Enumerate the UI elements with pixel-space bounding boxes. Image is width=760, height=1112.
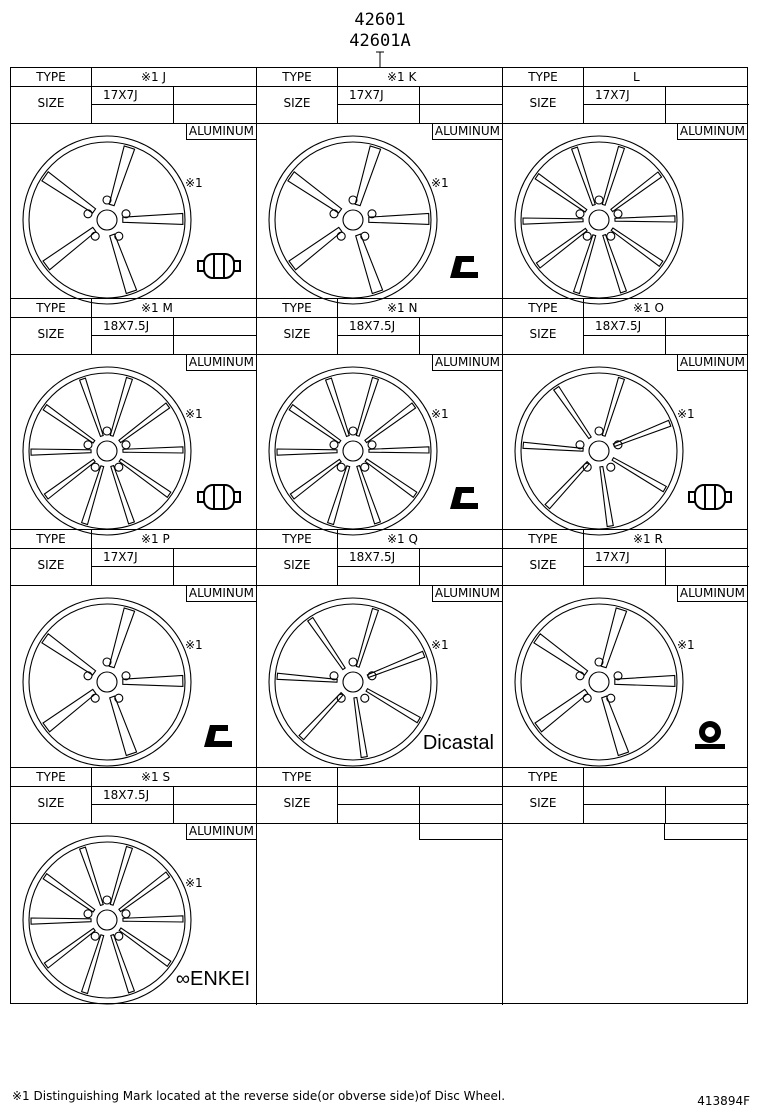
size-field-line	[583, 804, 749, 805]
size-value: 18X7.5J	[349, 319, 396, 333]
row-divider	[11, 86, 256, 87]
size-value: 18X7.5J	[103, 319, 150, 333]
wheel-cell	[11, 768, 257, 1005]
brand-mark-step-mark	[442, 479, 488, 515]
size-value: 17X7J	[103, 550, 138, 564]
size-field-divider	[173, 548, 174, 585]
reference-number: 413894F	[697, 1094, 750, 1108]
size-label: SIZE	[529, 558, 557, 572]
wheel-cell	[11, 68, 257, 299]
type-label: TYPE	[282, 532, 312, 546]
distinguishing-mark-label: ※1	[431, 407, 449, 421]
size-field-divider	[665, 317, 666, 354]
material-label: ALUMINUM	[186, 823, 256, 840]
wheel-cell	[257, 768, 503, 1005]
type-label: TYPE	[528, 70, 558, 84]
type-label: TYPE	[36, 770, 66, 784]
type-label: TYPE	[528, 770, 558, 784]
size-field-line	[91, 104, 257, 105]
col-divider	[337, 530, 338, 585]
size-label: SIZE	[37, 558, 65, 572]
type-value: ※1 R	[633, 532, 663, 546]
type-label: TYPE	[36, 70, 66, 84]
type-label: TYPE	[282, 770, 312, 784]
col-divider	[583, 768, 584, 823]
wheel-illustration	[263, 361, 443, 545]
wheel-cell	[257, 68, 503, 299]
part-number-2: 42601A	[349, 31, 411, 51]
wheel-cell	[11, 299, 257, 530]
wheel-cell	[11, 530, 257, 768]
size-label: SIZE	[283, 558, 311, 572]
row-divider	[11, 548, 256, 549]
size-label: SIZE	[283, 96, 311, 110]
type-label: TYPE	[282, 70, 312, 84]
wheel-table	[10, 67, 748, 1004]
size-field-line	[91, 335, 257, 336]
size-field-line	[337, 566, 503, 567]
distinguishing-mark-label: ※1	[431, 176, 449, 190]
size-label: SIZE	[529, 96, 557, 110]
col-divider	[583, 299, 584, 354]
leader-line	[0, 0, 760, 70]
distinguishing-mark-label: ※1	[185, 176, 203, 190]
type-label: TYPE	[528, 301, 558, 315]
distinguishing-mark-label: ※1	[185, 407, 203, 421]
size-field-line	[583, 104, 749, 105]
material-label: ALUMINUM	[432, 354, 502, 371]
size-label: SIZE	[283, 796, 311, 810]
brand-mark-step-mark	[442, 248, 488, 284]
wheel-illustration	[509, 361, 689, 545]
brand-mark-enkei: ∞ENKEI	[175, 968, 250, 990]
brand-mark-q-mark	[687, 717, 733, 753]
col-divider	[583, 530, 584, 585]
wheel-illustration	[17, 830, 197, 1014]
size-field-line	[337, 104, 503, 105]
row-divider	[257, 786, 502, 787]
type-value: ※1 K	[387, 70, 417, 84]
size-label: SIZE	[37, 327, 65, 341]
size-field-divider	[419, 548, 420, 585]
size-field-line	[583, 335, 749, 336]
wheel-illustration	[263, 592, 443, 776]
type-value: ※1 S	[141, 770, 171, 784]
size-value: 18X7.5J	[349, 550, 396, 564]
size-field-line	[337, 804, 503, 805]
col-divider	[583, 68, 584, 123]
size-field-divider	[173, 786, 174, 823]
row-divider	[503, 317, 747, 318]
col-divider	[91, 768, 92, 823]
type-label: TYPE	[528, 532, 558, 546]
size-value: 18X7.5J	[595, 319, 642, 333]
size-field-divider	[665, 786, 666, 823]
part-number-1: 42601	[354, 10, 406, 30]
row-divider	[503, 548, 747, 549]
col-divider	[337, 299, 338, 354]
material-label: ALUMINUM	[677, 354, 747, 371]
type-value: ※1 N	[387, 301, 418, 315]
material-label: ALUMINUM	[432, 123, 502, 140]
size-value: 17X7J	[103, 88, 138, 102]
size-label: SIZE	[283, 327, 311, 341]
size-value: 17X7J	[595, 88, 630, 102]
size-field-divider	[419, 317, 420, 354]
wheel-illustration	[17, 592, 197, 776]
wheel-illustration	[509, 592, 689, 776]
distinguishing-mark-label: ※1	[185, 638, 203, 652]
wheel-illustration	[509, 130, 689, 314]
size-field-line	[337, 335, 503, 336]
size-field-line	[91, 804, 257, 805]
material-label: ALUMINUM	[677, 585, 747, 602]
wheel-cell	[503, 299, 747, 530]
type-label: TYPE	[36, 532, 66, 546]
brand-mark-dicastal: Dicastal	[422, 732, 494, 754]
material-label	[419, 823, 502, 840]
wheel-cell	[503, 68, 747, 299]
type-value: ※1 J	[141, 70, 167, 84]
row-divider	[503, 786, 747, 787]
col-divider	[337, 68, 338, 123]
wheel-cell	[503, 768, 747, 1005]
wheel-illustration	[17, 361, 197, 545]
col-divider	[91, 530, 92, 585]
distinguishing-mark-label: ※1	[677, 638, 695, 652]
wheel-cell	[257, 299, 503, 530]
distinguishing-mark-label: ※1	[185, 876, 203, 890]
brand-mark-ring-mark	[687, 479, 733, 515]
size-value: 17X7J	[349, 88, 384, 102]
type-label: TYPE	[36, 301, 66, 315]
type-value: ※1 O	[633, 301, 664, 315]
size-field-divider	[419, 786, 420, 823]
material-label: ALUMINUM	[186, 123, 256, 140]
size-label: SIZE	[37, 796, 65, 810]
size-field-divider	[665, 548, 666, 585]
material-label	[664, 823, 747, 840]
size-field-divider	[173, 86, 174, 123]
material-label: ALUMINUM	[677, 123, 747, 140]
wheel-illustration	[263, 130, 443, 314]
size-field-line	[91, 566, 257, 567]
size-label: SIZE	[529, 796, 557, 810]
brand-mark-step-mark	[196, 717, 242, 753]
type-value: ※1 M	[141, 301, 173, 315]
footnote: ※1 Distinguishing Mark located at the reverse side(or obverse side)of Disc Wheel.	[12, 1089, 506, 1103]
size-field-divider	[173, 317, 174, 354]
row-divider	[257, 317, 502, 318]
size-value: 18X7.5J	[103, 788, 150, 802]
size-field-divider	[665, 86, 666, 123]
size-value: 17X7J	[595, 550, 630, 564]
brand-mark-ring-mark	[196, 248, 242, 284]
col-divider	[337, 768, 338, 823]
row-divider	[257, 86, 502, 87]
material-label: ALUMINUM	[186, 585, 256, 602]
wheel-cell	[257, 530, 503, 768]
col-divider	[91, 68, 92, 123]
size-label: SIZE	[37, 96, 65, 110]
wheel-illustration	[17, 130, 197, 314]
material-label: ALUMINUM	[432, 585, 502, 602]
distinguishing-mark-label: ※1	[677, 407, 695, 421]
size-field-line	[583, 566, 749, 567]
col-divider	[91, 299, 92, 354]
wheel-cell	[503, 530, 747, 768]
material-label: ALUMINUM	[186, 354, 256, 371]
type-value: L	[633, 70, 640, 84]
size-label: SIZE	[529, 327, 557, 341]
row-divider	[257, 548, 502, 549]
brand-mark-ring-mark	[196, 479, 242, 515]
type-value: ※1 P	[141, 532, 170, 546]
row-divider	[11, 317, 256, 318]
row-divider	[503, 86, 747, 87]
row-divider	[11, 786, 256, 787]
distinguishing-mark-label: ※1	[431, 638, 449, 652]
type-value: ※1 Q	[387, 532, 418, 546]
type-label: TYPE	[282, 301, 312, 315]
size-field-divider	[419, 86, 420, 123]
